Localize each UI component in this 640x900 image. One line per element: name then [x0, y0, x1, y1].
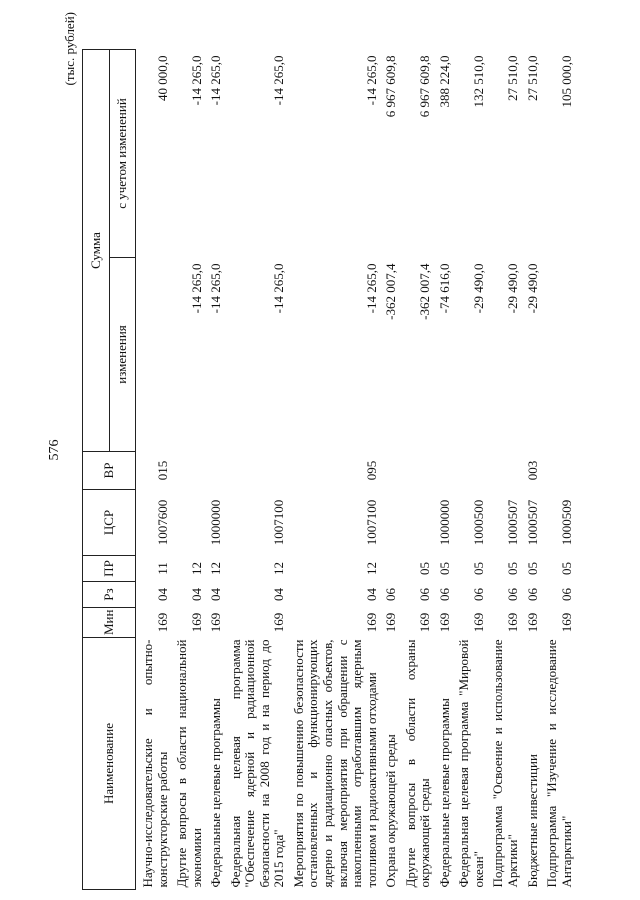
row-pr: 05: [417, 562, 433, 575]
row-change: -14 265,0: [188, 263, 204, 314]
row-rz: 04: [208, 588, 224, 601]
row-csr: 1007600: [154, 499, 170, 546]
row-rz: 06: [417, 588, 433, 601]
row-csr: [379, 490, 399, 556]
row-pr: 12: [271, 562, 287, 575]
row-vr: [540, 452, 574, 490]
row-vr: [433, 452, 453, 490]
row-name: Подпрограмма "Изучение и исследование Антарктики": [544, 639, 574, 888]
table-row: [433, 50, 453, 890]
row-pr: [379, 556, 399, 582]
row-min: 169: [383, 612, 399, 633]
header-rz: Рз: [83, 582, 136, 608]
table-row: [287, 50, 379, 890]
header-change: изменения: [109, 258, 136, 452]
budget-table: [82, 49, 574, 890]
row-min: 169: [154, 612, 170, 633]
rotated-table-region: [60, 10, 580, 890]
row-total: -14 265,0: [208, 55, 224, 106]
row-min: 169: [524, 612, 540, 633]
row-total: -14 265,0: [363, 55, 379, 106]
table-row: [486, 50, 520, 890]
row-change: [540, 258, 574, 452]
row-vr: 095: [363, 460, 379, 481]
row-rz: 04: [363, 588, 379, 601]
row-csr: [170, 490, 204, 556]
row-total: 27 510,0: [524, 55, 540, 101]
table-row: [224, 50, 287, 890]
table-row: [399, 50, 433, 890]
header-vr: ВР: [83, 452, 136, 490]
row-min: 169: [558, 612, 574, 633]
row-pr: 12: [208, 562, 224, 575]
row-total: 27 510,0: [505, 55, 521, 101]
row-vr: [204, 452, 224, 490]
row-min: 169: [271, 612, 287, 633]
row-change: [136, 258, 171, 452]
page-number: 576: [47, 439, 62, 461]
row-change: -74 616,0: [436, 263, 452, 314]
header-name: Наименование: [83, 638, 136, 890]
row-pr: 11: [154, 562, 170, 575]
row-total: 132 510,0: [470, 55, 486, 108]
row-vr: [452, 452, 486, 490]
row-name: Мероприятия по повышению безопасности остановленных и функционирующих ядерно и радиационно опасных объектов, включая мероприятия при обращении с накопленными отработавшим ядерным топливом и радиоактивными отходами: [290, 639, 379, 888]
row-csr: 1000000: [208, 499, 224, 546]
row-total: -14 265,0: [188, 55, 204, 106]
row-vr: [379, 452, 399, 490]
row-rz: 06: [558, 588, 574, 601]
row-pr: 05: [470, 562, 486, 575]
row-name: Бюджетные инвестиции: [524, 754, 540, 888]
row-csr: 1000500: [470, 499, 486, 546]
row-min: 169: [188, 612, 204, 633]
row-name: Другие вопросы в области национальной экономики: [174, 639, 204, 888]
row-total: 6 967 609,8: [417, 55, 433, 118]
row-change: -29 490,0: [524, 263, 540, 314]
row-min: 169: [436, 612, 452, 633]
row-name: Охрана окружающей среды: [383, 734, 399, 888]
row-change: -14 265,0: [208, 263, 224, 314]
row-min: 169: [208, 612, 224, 633]
table-body: [136, 50, 575, 890]
row-min: 169: [470, 612, 486, 633]
header-pr: ПР: [83, 556, 136, 582]
row-name: Федеральная целевая программа "Мировой океан": [456, 639, 486, 888]
row-csr: 1007100: [271, 499, 287, 546]
row-total: 105 000,0: [558, 55, 574, 108]
row-pr: 05: [524, 562, 540, 575]
table-row: [452, 50, 486, 890]
row-rz: 06: [524, 588, 540, 601]
row-pr: 05: [558, 562, 574, 575]
row-pr: 12: [188, 562, 204, 575]
row-rz: 04: [188, 588, 204, 601]
row-change: -14 265,0: [271, 263, 287, 314]
row-name: Федеральные целевые программы: [208, 698, 224, 888]
table-row: [204, 50, 224, 890]
row-rz: 04: [154, 588, 170, 601]
row-name: Подпрограмма "Освоение и использование Арктики": [490, 639, 521, 888]
header-sum: Сумма: [83, 50, 110, 452]
table-row: [379, 50, 399, 890]
row-total: 388 224,0: [436, 55, 452, 108]
row-change: -362 007,4: [383, 263, 399, 320]
row-csr: 1000000: [436, 499, 452, 546]
row-change: -29 490,0: [505, 263, 521, 314]
table-row: [521, 50, 541, 890]
row-csr: 1000509: [558, 499, 574, 546]
row-min: 169: [417, 612, 433, 633]
row-rz: 04: [271, 588, 287, 601]
row-vr: [224, 452, 287, 490]
row-total: 6 967 609,8: [383, 55, 399, 118]
row-total: -14 265,0: [271, 55, 287, 106]
row-csr: 1000507: [505, 499, 521, 546]
row-min: 169: [363, 612, 379, 633]
row-rz: 06: [436, 588, 452, 601]
table-row: [170, 50, 204, 890]
row-change: -14 265,0: [363, 263, 379, 314]
row-csr: [399, 490, 433, 556]
row-vr: 003: [524, 460, 540, 481]
header-with-change: с учетом изменений: [109, 50, 136, 258]
row-name: Федеральные целевые программы: [436, 698, 452, 888]
table-row: [136, 50, 171, 890]
table-row: [540, 50, 574, 890]
row-rz: 06: [383, 588, 399, 601]
row-total: 40 000,0: [154, 55, 170, 101]
units-note: (тыс. рублей): [62, 12, 77, 86]
row-vr: [399, 452, 433, 490]
row-rz: 06: [470, 588, 486, 601]
row-name: Научно-исследовательские и опытно-конструкторские работы: [140, 639, 170, 888]
row-rz: 06: [505, 588, 521, 601]
row-csr: 1007100: [363, 499, 379, 546]
header-min: Мин: [83, 608, 136, 638]
row-csr: 1000507: [524, 499, 540, 546]
row-vr: [486, 452, 520, 490]
row-min: 169: [505, 612, 521, 633]
row-vr: [170, 452, 204, 490]
row-pr: 05: [436, 562, 452, 575]
row-change: -362 007,4: [417, 263, 433, 320]
row-change: -29 490,0: [470, 263, 486, 314]
header-csr: ЦСР: [83, 490, 136, 556]
row-pr: 05: [505, 562, 521, 575]
row-name: Другие вопросы в области охраны окружающей среды: [402, 639, 433, 888]
row-vr: 015: [154, 460, 170, 481]
row-pr: 12: [363, 562, 379, 575]
row-name: Федеральная целевая программа "Обеспечение ядерной и радиационной безопасности на 2008 год и на период до 2015 года": [227, 639, 287, 888]
